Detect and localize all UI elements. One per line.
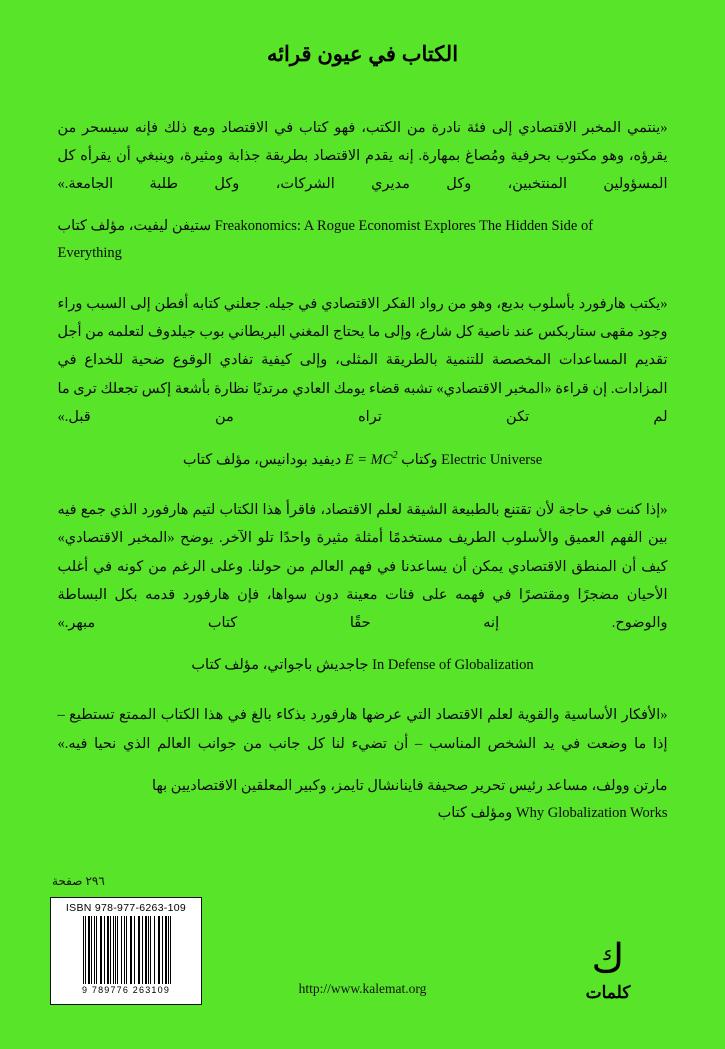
publisher-name: كلمات <box>585 983 631 1002</box>
page-title: الكتاب في عيون قرائه <box>266 43 459 66</box>
footer <box>0 849 725 1049</box>
blurb-item <box>58 290 668 474</box>
blurb-item <box>58 114 668 268</box>
blurb-attrib-title-latin: Why Globalization Works <box>515 805 668 822</box>
blurb-attribution <box>58 652 668 680</box>
blurb-quote: «إذا كنت في حاجة لأن تقتنع بالطبيعة الشيقة لعلم الاقتصاد، فاقرأ هذا الكتاب لتيم هارفورد الذي جمع فيه بين الفهم العميق والأسلوب الطريف مستخدمًا أمثلة مثيرة واحدًا تلو الآخر. يوضح «المخبر الاقتصادي» كيف أن المنطق الاقتصادي يمكن أن يساعدنا في فهم العالم من حولنا. وعلى الرغم من كونه في أغلب الأحيان مضجرًا ومقتصرًا في فهمه على فئات معينة دون سواها، فإن هارفورد قدمه بكل البساطة والوضوح. إنه حقًا كتاب مبهر.» <box>57 502 668 632</box>
blurb-attrib-author: مارتن وولف، مساعد رئيس تحرير صحيفة فاينانشال تايمز، وكبير المعلقين الاقتصاديين بها <box>152 777 668 794</box>
blurb-quote: «يكتب هارفورد بأسلوب بديع، وهو من رواد الفكر الاقتصادي في جيله. جعلني كتابه أفطن إلى السبب وراء وجود مقهى ستاربكس عند ناصية كل شارع، وإلى ما يحتاج المغني البريطاني بوب جيلدوف لتعلمه من أجل تقديم المساعدات المخصصة للتنمية بالطريقة المثلى، وإلى كيفية تفادي الوقوع ضحية للخداع في المزادات. إن قراءة «المخبر الاقتصادي» تشبه قضاء يومك العادي مرتديًا نظارة بأشعة إكس تجعلك ترى ما لم تكن تراه من قبل.» <box>57 295 668 425</box>
blurb-attrib-title-latin: In Defense of Globalization <box>372 656 534 673</box>
blurbs-container <box>58 67 668 828</box>
blurb-attribution <box>58 213 668 268</box>
blurb-attribution <box>58 446 668 474</box>
pages-count: ٢٩٦ صفحة <box>52 874 105 888</box>
blurb-quote: «الأفكار الأساسية والقوية لعلم الاقتصاد التي عرضها هارفورد بذكاء بالغ في هذا الكتاب الممتع تستطيع – إذا ما وضعت في يد الشخص المناسب – أن تضيء لنا كل جانب من جوانب العالم الذي نحيا فيه.» <box>57 707 668 752</box>
blurb-attrib-author: جاجديش باجواتي، مؤلف كتاب <box>191 656 369 673</box>
formula-exponent: 2 <box>392 449 398 461</box>
blurb-attrib-author: ديفيد بودانيس، مؤلف كتاب <box>182 451 342 468</box>
blurb-item <box>58 701 668 827</box>
blurb-attrib-title-latin: Freakonomics: A Rogue Economist Explores The Hidden Side of <box>214 217 594 234</box>
barcode-bars <box>56 916 196 984</box>
blurb-attrib-formula: $E = MC^2$ <box>344 449 398 468</box>
publisher-website[interactable]: http://www.kalemat.org <box>298 981 427 996</box>
blurb-item <box>58 496 668 679</box>
barcode-digits: 9 789776 263109 <box>81 985 171 995</box>
publisher-logo <box>553 936 663 1003</box>
blurb-attrib-author-cont: ومؤلف كتاب <box>437 805 513 822</box>
blurb-attrib-conjunction: وكتاب <box>401 451 438 468</box>
blurb-attrib-author: ستيفن ليفيت، مؤلف كتاب <box>57 217 212 234</box>
blurb-quote: «ينتمي المخبر الاقتصادي إلى فئة نادرة من الكتب، فهو كتاب في الاقتصاد ومع ذلك فإنه سيسحر من يقرؤه، وهو مكتوب بحرفية ومُصاغ بمهارة. إنه يقدم الاقتصاد بطريقة جذابة ومثيرة، وينبغي أن يقرأه كل المسؤولين المنتخبين، وكل مديري الشركات، وكل طلبة الجامعة.» <box>57 119 668 193</box>
isbn-text: ISBN 978-977-6263-109 <box>65 902 187 914</box>
blurb-attrib-title-latin: Electric Universe <box>441 451 543 468</box>
publisher-logo-mark: ك <box>591 936 625 981</box>
blurb-attribution <box>58 773 668 828</box>
blurb-attrib-title-latin-cont: Everything <box>57 245 122 262</box>
